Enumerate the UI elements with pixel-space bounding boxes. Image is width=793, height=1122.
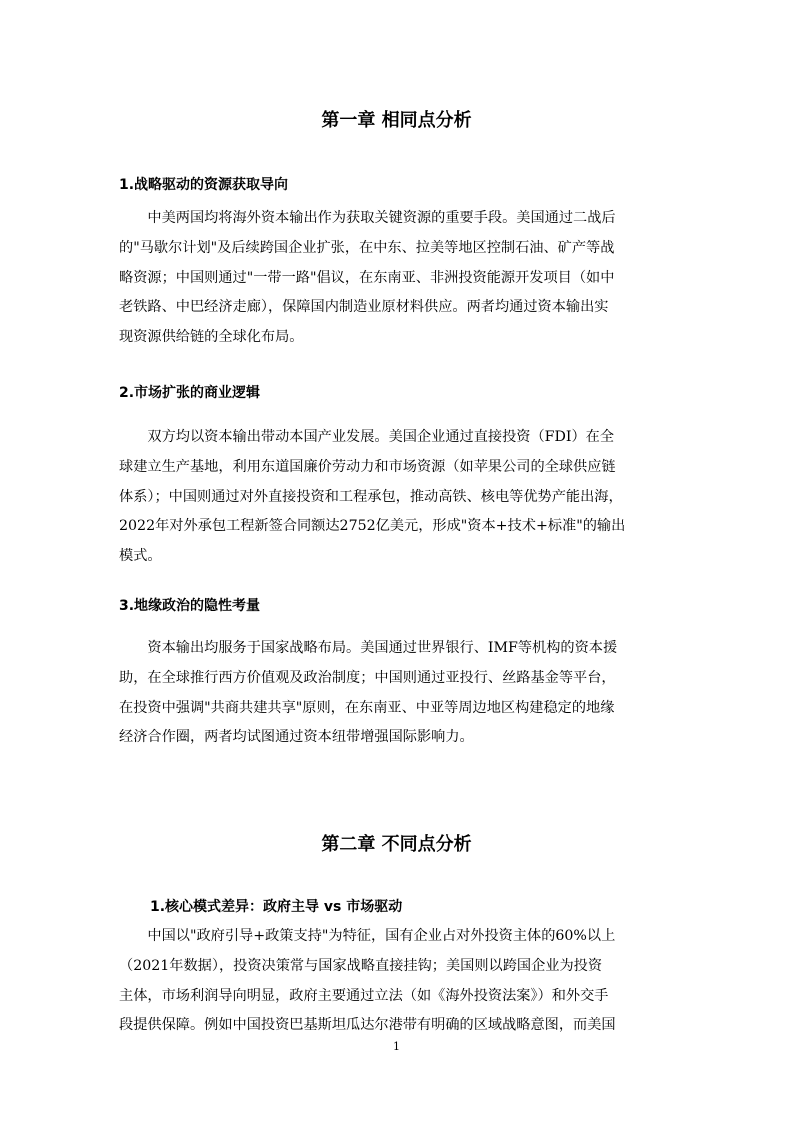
paragraph-1-1 bbox=[119, 204, 679, 353]
paragraph-line: （2021年数据），投资决策常与国家战略直接挂钩；美国则以跨国企业为投资 bbox=[119, 957, 603, 974]
section-heading-1-1: 1.战略驱动的资源获取导向 bbox=[119, 177, 289, 193]
paragraph-line: 现资源供给链的全球化布局。 bbox=[119, 329, 304, 346]
paragraph-line: 资本输出均服务于国家战略布局。美国通过世界银行、IMF等机构的资本援 bbox=[119, 640, 618, 656]
paragraph-line: 双方均以资本输出带动本国产业发展。美国企业通过直接投资（FDI）在全 bbox=[119, 429, 615, 445]
paragraph-line: 模式。 bbox=[119, 548, 162, 565]
paragraph-line: 中美两国均将海外资本输出作为获取关键资源的重要手段。美国通过二战后 bbox=[119, 210, 616, 226]
paragraph-1-2 bbox=[119, 423, 679, 572]
section-heading-1-2: 2.市场扩张的商业逻辑 bbox=[119, 385, 261, 401]
paragraph-line: 中国以"政府引导+政策支持"为特征，国有企业占对外投资主体的60%以上 bbox=[119, 928, 616, 944]
chapter-2-title: 第二章 不同点分析 bbox=[321, 834, 472, 855]
paragraph-line: 体系）；中国则通过对外直接投资和工程承包，推动高铁、核电等优势产能出海， bbox=[119, 488, 623, 505]
paragraph-line: 略资源；中国则通过"一带一路"倡议，在东南亚、非洲投资能源开发项目（如中 bbox=[119, 269, 615, 286]
paragraph-1-3 bbox=[119, 634, 679, 753]
page-number: 1 bbox=[393, 1040, 400, 1053]
paragraph-line: 2022年对外承包工程新签合同额达2752亿美元，形成"资本+技术+标准"的输出 bbox=[119, 518, 626, 535]
paragraph-line: 主体，市场利润导向明显，政府主要通过立法（如《海外投资法案》）和外交手 bbox=[119, 987, 609, 1004]
paragraph-2-1 bbox=[119, 922, 679, 1041]
paragraph-line: 经济合作圈，两者均试图通过资本纽带增强国际影响力。 bbox=[119, 729, 474, 746]
paragraph-line: 在投资中强调"共商共建共享"原则，在东南亚、中亚等周边地区构建稳定的地缘 bbox=[119, 699, 615, 716]
paragraph-line: 助，在全球推行西方价值观及政治制度；中国则通过亚投行、丝路基金等平台， bbox=[119, 669, 616, 686]
paragraph-line: 老铁路、中巴经济走廊），保障国内制造业原材料供应。两者均通过资本输出实 bbox=[119, 299, 609, 316]
paragraph-line: 球建立生产基地，利用东道国廉价劳动力和市场资源（如苹果公司的全球供应链 bbox=[119, 458, 616, 475]
paragraph-line: 的"马歇尔计划"及后续跨国企业扩张，在中东、拉美等地区控制石油、矿产等战 bbox=[119, 239, 615, 256]
section-heading-2-1: 1.核心模式差异：政府主导 vs 市场驱动 bbox=[150, 899, 403, 915]
section-heading-1-3: 3.地缘政治的隐性考量 bbox=[119, 598, 261, 614]
paragraph-line: 段提供保障。例如中国投资巴基斯坦瓜达尔港带有明确的区域战略意图，而美国 bbox=[119, 1017, 616, 1034]
chapter-1-title: 第一章 相同点分析 bbox=[321, 110, 472, 131]
